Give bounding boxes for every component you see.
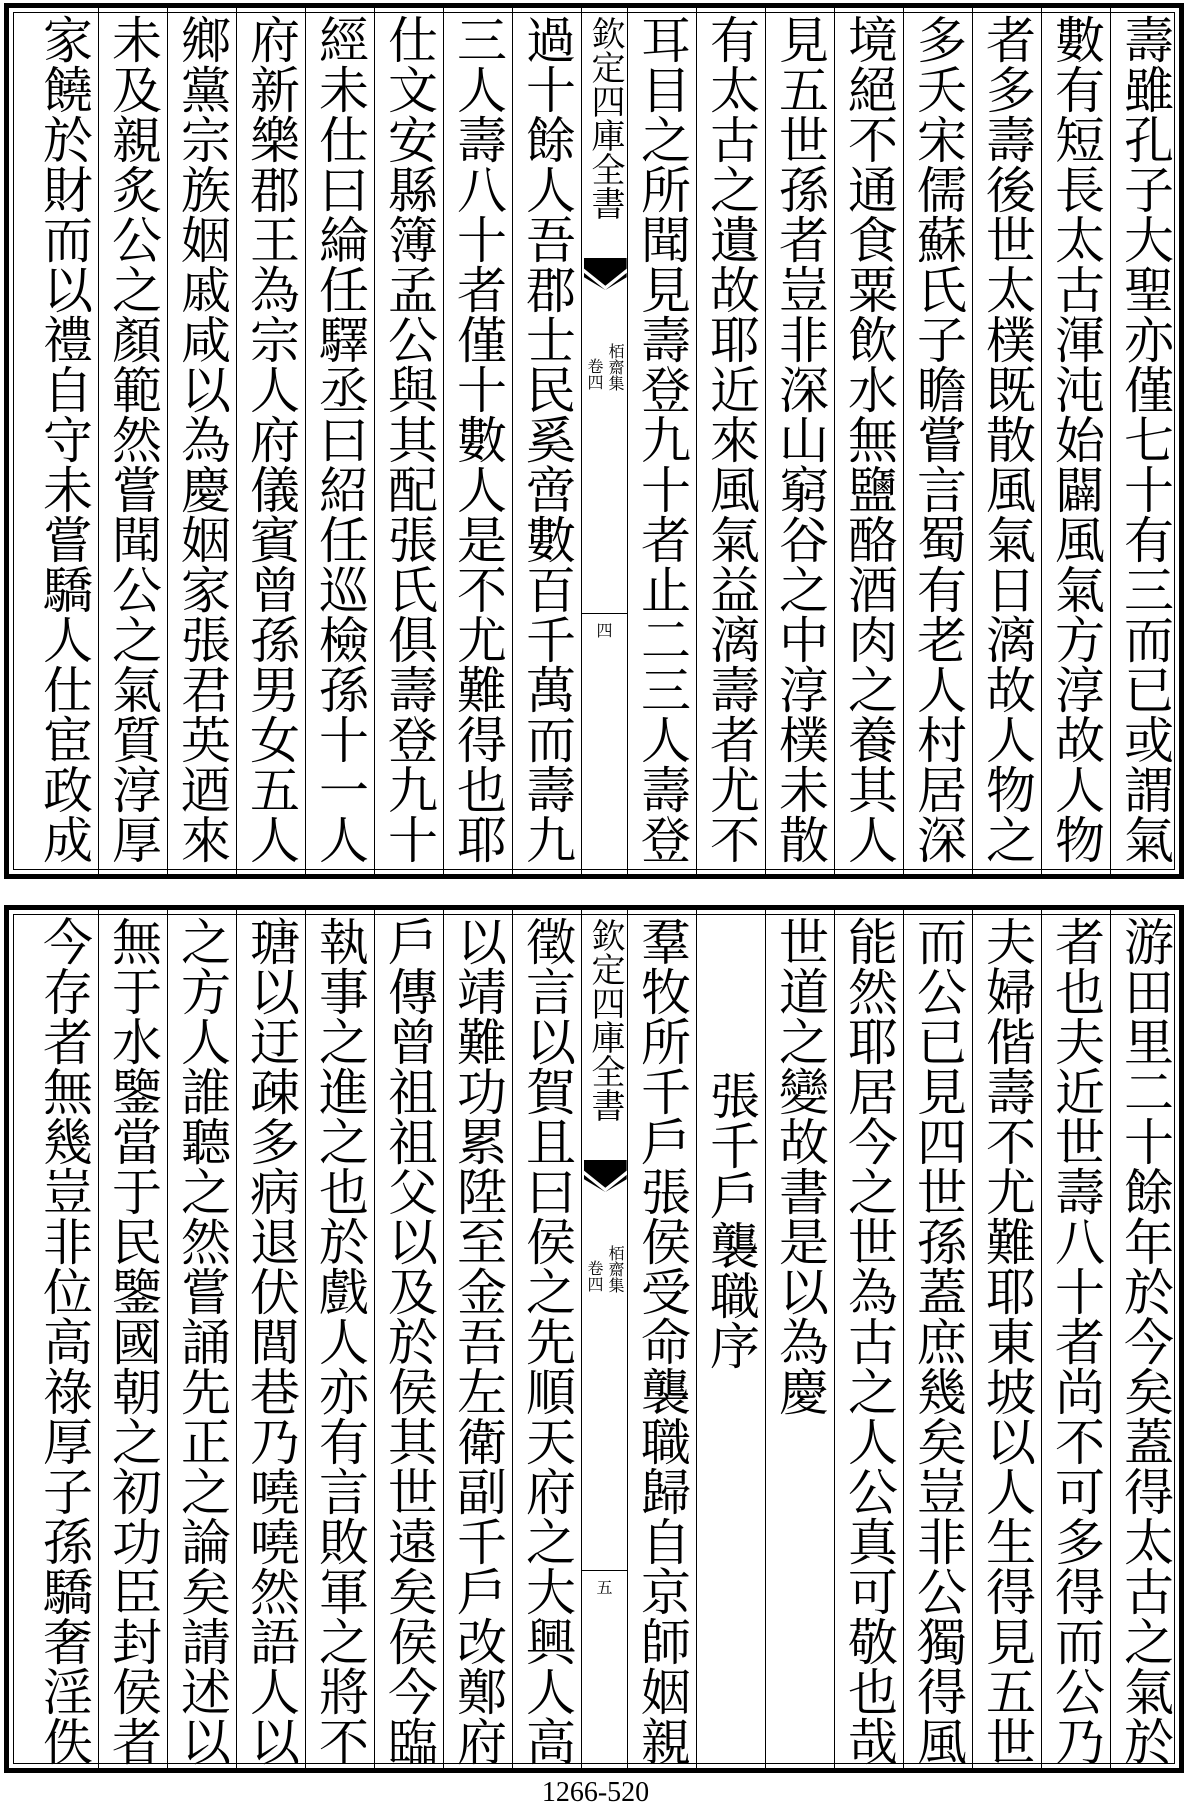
gutter-book-title: 栢齋集 [606,343,625,391]
text-column: 有太古之遺故耶近來風氣益漓壽者尤不 [696,8,765,874]
page-number-footer: 1266-520 [541,1777,650,1808]
text-column: 仕文安縣簿孟公與其配張氏俱壽登九十 [374,8,443,874]
text-column: 未及親炙公之顏範然嘗聞公之氣質淳厚 [98,8,167,874]
text-column: 夫婦偕壽不尤難耶東坡以人生得見五世 [972,910,1041,1768]
text-column: 多夭宋儒蘇氏子瞻嘗言蜀有老人村居深 [903,8,972,874]
text-column: 能然耶居今之世為古之人公真可敬也哉 [834,910,903,1768]
text-column: 三人壽八十者僅十數人是不尤難得也耶 [443,8,512,874]
text-column: 境絕不通食粟飲水無鹽酪酒肉之養其人 [834,8,903,874]
text-column: 耳目之所聞見壽登九十者止二三人壽登 [627,8,696,874]
text-column: 見五世孫者豈非深山窮谷之中淳樸未散 [765,8,834,874]
center-gutter [581,8,627,874]
text-column: 無于水鑒當于民鑒國朝之初功臣封侯者 [98,910,167,1768]
fish-tail-ornament-icon [584,258,627,290]
text-column: 壽雖孔子大聖亦僅七十有三而已或謂氣 [1110,8,1179,874]
gutter-collection-title: 欽定四庫全書 [585,16,625,220]
page-panel-lower [4,905,1184,1773]
gutter-divider [582,1570,627,1571]
gutter-book-title: 栢齋集 [606,1245,625,1293]
text-column: 府新樂郡王為宗人府儀賓曾孫男女五人 [236,8,305,874]
text-column: 過十餘人吾郡士民奚啻數百千萬而壽九 [512,8,581,874]
text-column: 家饒於財而以禮自守未嘗驕人仕宦政成 [35,14,93,864]
page-panel-upper [4,3,1184,879]
text-column: 徵言以賀且曰侯之先順天府之大興人高 [512,910,581,1768]
text-column: 戶傳曾祖祖父以及於侯其世遠矣侯今臨 [374,910,443,1768]
gutter-page-number: 四 [596,621,613,640]
text-column: 羣牧所千戶張侯受命襲職歸自京師姻親 [627,910,696,1768]
text-column: 者也夫近世壽八十者尚不可多得而公乃 [1041,910,1110,1768]
text-column: 瑭以迂疎多病退伏閭巷乃嘵嘵然語人以 [236,910,305,1768]
text-column: 者多壽後世太樸既散風氣日漓故人物之 [972,8,1041,874]
gutter-volume: 卷四 [585,358,604,390]
fish-tail-ornament-icon [584,1160,627,1192]
text-column: 以靖難功累陞至金吾左衛副千戶改鄭府 [443,910,512,1768]
text-column: 世道之變故書是以為慶 [765,910,834,1768]
text-column: 數有短長太古渾沌始闢風氣方淳故人物 [1041,8,1110,874]
text-column: 張千戶襲職序 [696,910,765,1768]
text-column: 今存者無幾豈非位高祿厚子孫驕奢淫佚 [35,916,93,1766]
text-column: 鄉黨宗族姻戚咸以為慶姻家張君英迺來 [167,8,236,874]
text-column: 執事之進之也於戲人亦有言敗軍之將不 [305,910,374,1768]
text-column: 而公已見四世孫蓋庶幾矣豈非公獨得風 [903,910,972,1768]
gutter-divider [582,613,627,614]
gutter-volume: 卷四 [585,1260,604,1292]
text-column: 經未仕曰綸任驛丞曰紹任巡檢孫十一人 [305,8,374,874]
gutter-page-number: 五 [596,1578,613,1597]
text-column: 之方人誰聽之然嘗誦先正之論矣請述以 [167,910,236,1768]
center-gutter [581,910,627,1768]
text-column: 游田里二十餘年於今矣蓋得太古之氣於 [1110,910,1179,1768]
gutter-collection-title: 欽定四庫全書 [585,918,625,1122]
